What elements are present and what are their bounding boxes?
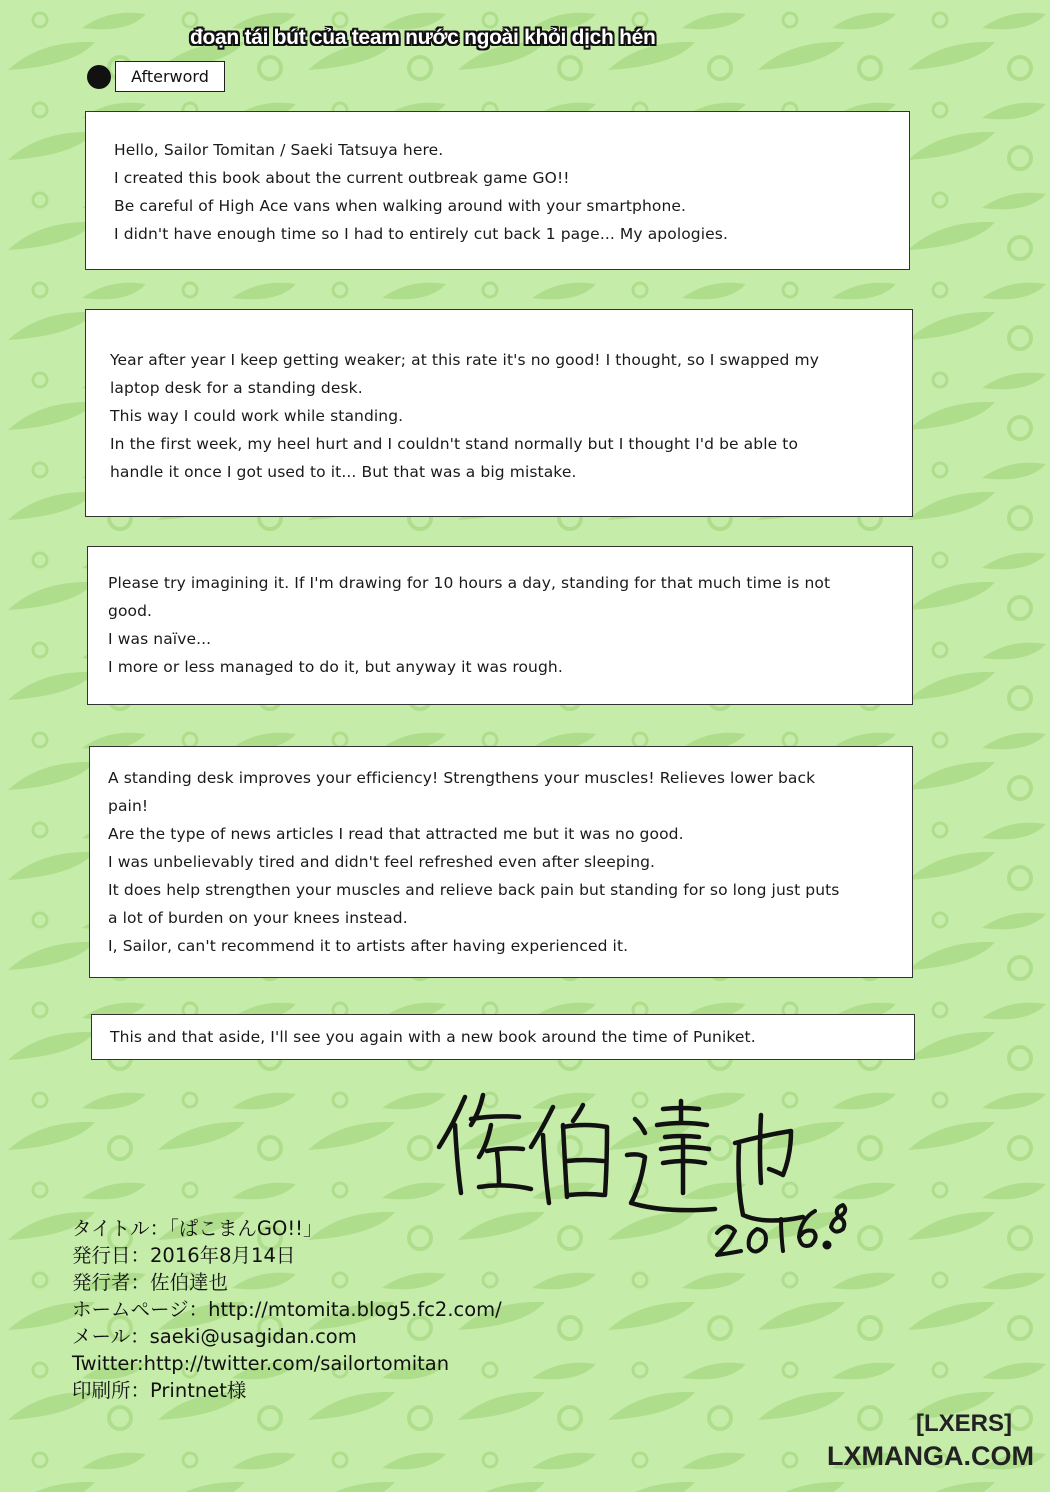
heading-bullet-icon bbox=[87, 65, 111, 89]
text-line: Are the type of news articles I read that attracted me but it was no good. bbox=[108, 825, 684, 843]
text-line: Please try imagining it. If I'm drawing for 10 hours a day, standing for that much time is not bbox=[108, 574, 831, 592]
text-line: This and that aside, I'll see you again with a new book around the time of Puniket. bbox=[110, 1028, 756, 1046]
text-line: laptop desk for a standing desk. bbox=[110, 379, 363, 397]
text-line: I more or less managed to do it, but anyway it was rough. bbox=[108, 658, 563, 676]
colophon-homepage: ホームページ：http://mtomita.blog5.fc2.com/ bbox=[72, 1298, 502, 1321]
text-line: I, Sailor, can't recommend it to artists after having experienced it. bbox=[108, 937, 629, 955]
text-box-efficiency bbox=[89, 746, 913, 978]
colophon-title: タイトル：「ぱこまんGO!!」 bbox=[72, 1217, 323, 1240]
text-line: In the first week, my heel hurt and I couldn't stand normally but I thought I'd be able to bbox=[110, 435, 799, 453]
text-line: pain! bbox=[108, 797, 149, 815]
text-box-standing-desk bbox=[85, 309, 913, 517]
colophon bbox=[72, 1215, 632, 1404]
colophon-publisher: 発行者：佐伯達也 bbox=[72, 1271, 229, 1294]
text-line: It does help strengthen your muscles and relieve back pain but standing for so long just puts bbox=[108, 881, 840, 899]
colophon-printer: 印刷所：Printnet様 bbox=[72, 1379, 247, 1402]
text-line: A standing desk improves your efficiency! Strengthens your muscles! Relieves lower back bbox=[108, 769, 816, 787]
text-line: I created this book about the current outbreak game GO!! bbox=[114, 169, 570, 187]
text-line: I didn't have enough time so I had to entirely cut back 1 page... My apologies. bbox=[114, 225, 728, 243]
text-line: handle it once I got used to it... But that was a big mistake. bbox=[110, 463, 577, 481]
text-box-imagine bbox=[87, 546, 913, 705]
afterword-heading: Afterword bbox=[115, 61, 225, 92]
colophon-date: 発行日：2016年8月14日 bbox=[72, 1244, 296, 1267]
text-box-closing bbox=[91, 1014, 915, 1060]
text-line: Be careful of High Ace vans when walking around with your smartphone. bbox=[114, 197, 687, 215]
text-line: good. bbox=[108, 602, 153, 620]
watermark-top: [LXERS] bbox=[916, 1410, 1012, 1437]
scanlation-note: đoạn tái bút của team nước ngoài khỏi dịch hén bbox=[190, 26, 656, 49]
text-line: a lot of burden on your knees instead. bbox=[108, 909, 408, 927]
colophon-twitter: Twitter:http://twitter.com/sailortomitan bbox=[72, 1352, 450, 1375]
colophon-email: メール：saeki@usagidan.com bbox=[72, 1325, 357, 1348]
text-line: Year after year I keep getting weaker; at this rate it's no good! I thought, so I swapped my bbox=[110, 351, 819, 369]
text-line: Hello, Sailor Tomitan / Saeki Tatsuya here. bbox=[114, 141, 444, 159]
text-line: I was naïve... bbox=[108, 630, 212, 648]
text-box-intro bbox=[85, 111, 910, 270]
text-line: This way I could work while standing. bbox=[110, 407, 404, 425]
site-watermark bbox=[794, 1408, 1034, 1472]
watermark-bottom: LXMANGA.COM bbox=[827, 1441, 1034, 1471]
text-line: I was unbelievably tired and didn't feel refreshed even after sleeping. bbox=[108, 853, 656, 871]
